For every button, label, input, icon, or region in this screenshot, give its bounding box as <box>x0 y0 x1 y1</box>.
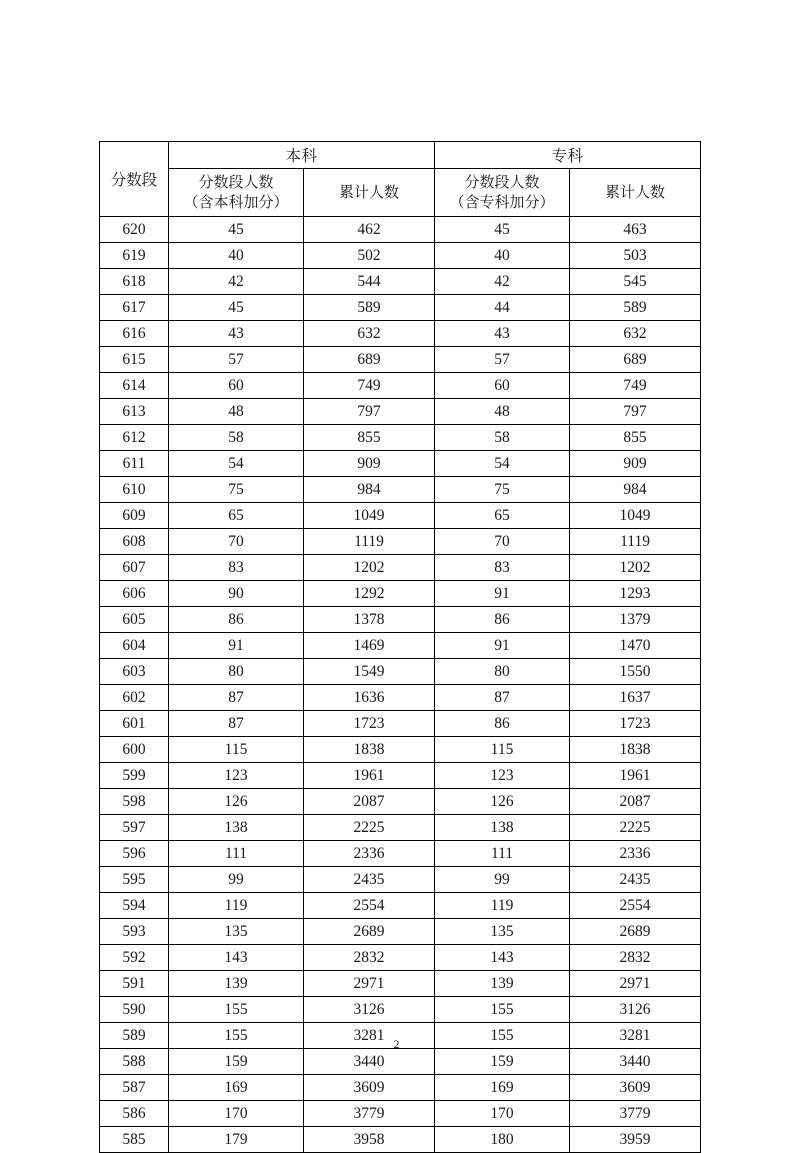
page-number: 2 <box>393 1037 400 1051</box>
cell-vocational-count: 70 <box>435 529 570 555</box>
cell-vocational-count: 45 <box>435 217 570 243</box>
cell-undergraduate-cumulative: 2336 <box>304 841 435 867</box>
cell-undergraduate-count: 139 <box>169 971 304 997</box>
cell-undergraduate-cumulative: 1378 <box>304 607 435 633</box>
cell-vocational-count: 54 <box>435 451 570 477</box>
cell-score-range: 614 <box>100 373 169 399</box>
cell-undergraduate-count: 126 <box>169 789 304 815</box>
cell-vocational-count: 135 <box>435 919 570 945</box>
table-row <box>100 581 701 607</box>
cell-undergraduate-count: 86 <box>169 607 304 633</box>
table-row <box>100 1101 701 1127</box>
table-row <box>100 1075 701 1101</box>
cell-vocational-cumulative: 984 <box>570 477 701 503</box>
cell-vocational-cumulative: 3779 <box>570 1101 701 1127</box>
cell-undergraduate-count: 179 <box>169 1127 304 1153</box>
column-header-undergraduate-cumulative <box>304 169 435 217</box>
cell-undergraduate-count: 138 <box>169 815 304 841</box>
cell-score-range: 601 <box>100 711 169 737</box>
cell-score-range: 593 <box>100 919 169 945</box>
cell-undergraduate-count: 143 <box>169 945 304 971</box>
cell-vocational-count: 119 <box>435 893 570 919</box>
cell-vocational-count: 159 <box>435 1049 570 1075</box>
cell-vocational-cumulative: 1550 <box>570 659 701 685</box>
cell-undergraduate-count: 99 <box>169 867 304 893</box>
cell-score-range: 608 <box>100 529 169 555</box>
cell-vocational-count: 86 <box>435 711 570 737</box>
cell-undergraduate-cumulative: 1961 <box>304 763 435 789</box>
cell-undergraduate-cumulative: 1049 <box>304 503 435 529</box>
cell-vocational-count: 86 <box>435 607 570 633</box>
cell-undergraduate-count: 115 <box>169 737 304 763</box>
table-row <box>100 633 701 659</box>
cell-score-range: 611 <box>100 451 169 477</box>
cell-score-range: 606 <box>100 581 169 607</box>
cell-vocational-cumulative: 2336 <box>570 841 701 867</box>
cell-score-range: 620 <box>100 217 169 243</box>
cell-vocational-count: 115 <box>435 737 570 763</box>
cell-undergraduate-count: 90 <box>169 581 304 607</box>
column-group-header-undergraduate: 本科 <box>169 142 435 169</box>
cell-undergraduate-count: 40 <box>169 243 304 269</box>
table-row <box>100 607 701 633</box>
cell-score-range: 609 <box>100 503 169 529</box>
cell-vocational-cumulative: 1202 <box>570 555 701 581</box>
cell-score-range: 600 <box>100 737 169 763</box>
cell-undergraduate-cumulative: 1202 <box>304 555 435 581</box>
table-row <box>100 555 701 581</box>
cell-undergraduate-count: 111 <box>169 841 304 867</box>
cell-vocational-cumulative: 463 <box>570 217 701 243</box>
cell-undergraduate-count: 45 <box>169 217 304 243</box>
cell-vocational-count: 60 <box>435 373 570 399</box>
cell-undergraduate-count: 91 <box>169 633 304 659</box>
cell-undergraduate-cumulative: 1549 <box>304 659 435 685</box>
cell-vocational-cumulative: 797 <box>570 399 701 425</box>
cell-undergraduate-count: 57 <box>169 347 304 373</box>
cell-undergraduate-cumulative: 984 <box>304 477 435 503</box>
cell-vocational-count: 99 <box>435 867 570 893</box>
cell-vocational-count: 87 <box>435 685 570 711</box>
cell-score-range: 594 <box>100 893 169 919</box>
cell-undergraduate-cumulative: 1636 <box>304 685 435 711</box>
cell-score-range: 603 <box>100 659 169 685</box>
cell-undergraduate-count: 48 <box>169 399 304 425</box>
cell-undergraduate-cumulative: 2689 <box>304 919 435 945</box>
table-row <box>100 997 701 1023</box>
cell-vocational-cumulative: 503 <box>570 243 701 269</box>
cell-score-range: 591 <box>100 971 169 997</box>
column-header-vocational-count <box>435 169 570 217</box>
cell-undergraduate-cumulative: 589 <box>304 295 435 321</box>
table-row <box>100 867 701 893</box>
table-row <box>100 399 701 425</box>
column-header-undergraduate-count-line1: 分数段人数 <box>198 174 274 191</box>
cell-score-range: 595 <box>100 867 169 893</box>
cell-score-range: 616 <box>100 321 169 347</box>
cell-undergraduate-cumulative: 502 <box>304 243 435 269</box>
cell-undergraduate-cumulative: 1292 <box>304 581 435 607</box>
cell-vocational-cumulative: 545 <box>570 269 701 295</box>
cell-vocational-count: 143 <box>435 945 570 971</box>
cell-undergraduate-count: 45 <box>169 295 304 321</box>
cell-vocational-count: 180 <box>435 1127 570 1153</box>
cell-undergraduate-cumulative: 749 <box>304 373 435 399</box>
cell-vocational-count: 155 <box>435 1023 570 1049</box>
cell-vocational-count: 126 <box>435 789 570 815</box>
cell-vocational-count: 111 <box>435 841 570 867</box>
table-row <box>100 217 701 243</box>
cell-undergraduate-cumulative: 797 <box>304 399 435 425</box>
cell-vocational-cumulative: 1637 <box>570 685 701 711</box>
table-row <box>100 945 701 971</box>
cell-vocational-count: 42 <box>435 269 570 295</box>
cell-undergraduate-count: 58 <box>169 425 304 451</box>
cell-vocational-cumulative: 3126 <box>570 997 701 1023</box>
cell-undergraduate-cumulative: 2971 <box>304 971 435 997</box>
cell-undergraduate-count: 65 <box>169 503 304 529</box>
cell-score-range: 596 <box>100 841 169 867</box>
cell-undergraduate-count: 80 <box>169 659 304 685</box>
cell-undergraduate-count: 159 <box>169 1049 304 1075</box>
cell-undergraduate-count: 119 <box>169 893 304 919</box>
cell-vocational-cumulative: 1379 <box>570 607 701 633</box>
cell-vocational-count: 170 <box>435 1101 570 1127</box>
table-header <box>100 142 701 217</box>
cell-score-range: 599 <box>100 763 169 789</box>
cell-score-range: 592 <box>100 945 169 971</box>
cell-vocational-cumulative: 2554 <box>570 893 701 919</box>
cell-vocational-cumulative: 3959 <box>570 1127 701 1153</box>
cell-undergraduate-count: 83 <box>169 555 304 581</box>
cell-undergraduate-cumulative: 1723 <box>304 711 435 737</box>
cell-undergraduate-cumulative: 3440 <box>304 1049 435 1075</box>
cell-score-range: 605 <box>100 607 169 633</box>
cell-score-range: 610 <box>100 477 169 503</box>
cell-vocational-cumulative: 2435 <box>570 867 701 893</box>
cell-score-range: 617 <box>100 295 169 321</box>
table-body <box>100 217 701 1153</box>
cell-undergraduate-cumulative: 689 <box>304 347 435 373</box>
cell-vocational-cumulative: 2689 <box>570 919 701 945</box>
cell-undergraduate-count: 135 <box>169 919 304 945</box>
cell-vocational-count: 57 <box>435 347 570 373</box>
cell-vocational-count: 91 <box>435 581 570 607</box>
cell-undergraduate-count: 87 <box>169 685 304 711</box>
table-row <box>100 529 701 555</box>
column-header-score-range: 分数段 <box>100 142 169 217</box>
column-header-vocational-count-line2: （含专科加分） <box>449 194 555 211</box>
cell-score-range: 615 <box>100 347 169 373</box>
cell-vocational-count: 123 <box>435 763 570 789</box>
cell-undergraduate-cumulative: 2087 <box>304 789 435 815</box>
cell-score-range: 602 <box>100 685 169 711</box>
cell-score-range: 613 <box>100 399 169 425</box>
cell-score-range: 588 <box>100 1049 169 1075</box>
score-distribution-table-container <box>99 141 700 1153</box>
cell-vocational-cumulative: 2225 <box>570 815 701 841</box>
cell-score-range: 586 <box>100 1101 169 1127</box>
cell-score-range: 598 <box>100 789 169 815</box>
cell-score-range: 604 <box>100 633 169 659</box>
cell-vocational-cumulative: 589 <box>570 295 701 321</box>
cell-undergraduate-cumulative: 1469 <box>304 633 435 659</box>
cell-vocational-cumulative: 3440 <box>570 1049 701 1075</box>
cell-vocational-count: 138 <box>435 815 570 841</box>
table-row <box>100 737 701 763</box>
table-row <box>100 971 701 997</box>
column-header-undergraduate-count <box>169 169 304 217</box>
cell-vocational-count: 40 <box>435 243 570 269</box>
cell-undergraduate-count: 75 <box>169 477 304 503</box>
column-header-undergraduate-count-line2: （含本科加分） <box>183 194 289 211</box>
cell-vocational-count: 75 <box>435 477 570 503</box>
cell-undergraduate-cumulative: 462 <box>304 217 435 243</box>
cell-vocational-cumulative: 632 <box>570 321 701 347</box>
cell-vocational-cumulative: 1049 <box>570 503 701 529</box>
table-row <box>100 919 701 945</box>
cell-undergraduate-count: 42 <box>169 269 304 295</box>
cell-score-range: 619 <box>100 243 169 269</box>
cell-vocational-cumulative: 1838 <box>570 737 701 763</box>
cell-vocational-cumulative: 3281 <box>570 1023 701 1049</box>
cell-vocational-count: 58 <box>435 425 570 451</box>
cell-vocational-cumulative: 1293 <box>570 581 701 607</box>
cell-score-range: 607 <box>100 555 169 581</box>
column-header-vocational-count-line1: 分数段人数 <box>464 174 540 191</box>
table-row <box>100 659 701 685</box>
cell-vocational-count: 83 <box>435 555 570 581</box>
column-header-vocational-cumulative <box>570 169 701 217</box>
table-row <box>100 1049 701 1075</box>
cell-undergraduate-cumulative: 3281 <box>304 1023 435 1049</box>
cell-undergraduate-cumulative: 1838 <box>304 737 435 763</box>
cell-score-range: 587 <box>100 1075 169 1101</box>
table-row <box>100 347 701 373</box>
cell-vocational-count: 155 <box>435 997 570 1023</box>
cell-undergraduate-cumulative: 2832 <box>304 945 435 971</box>
table-row <box>100 243 701 269</box>
column-header-vocational-cumulative-line1: 累计人数 <box>605 184 666 201</box>
table-row <box>100 451 701 477</box>
cell-undergraduate-count: 155 <box>169 997 304 1023</box>
cell-undergraduate-count: 60 <box>169 373 304 399</box>
table-row <box>100 1127 701 1153</box>
cell-vocational-count: 80 <box>435 659 570 685</box>
cell-vocational-count: 65 <box>435 503 570 529</box>
cell-score-range: 590 <box>100 997 169 1023</box>
table-row <box>100 893 701 919</box>
cell-undergraduate-cumulative: 632 <box>304 321 435 347</box>
cell-undergraduate-count: 70 <box>169 529 304 555</box>
table-row <box>100 841 701 867</box>
table-row <box>100 685 701 711</box>
cell-score-range: 585 <box>100 1127 169 1153</box>
cell-undergraduate-cumulative: 1119 <box>304 529 435 555</box>
table-row <box>100 711 701 737</box>
column-group-header-vocational: 专科 <box>435 142 701 169</box>
cell-undergraduate-count: 155 <box>169 1023 304 1049</box>
cell-undergraduate-count: 43 <box>169 321 304 347</box>
table-row <box>100 815 701 841</box>
cell-vocational-cumulative: 1470 <box>570 633 701 659</box>
cell-vocational-cumulative: 3609 <box>570 1075 701 1101</box>
cell-vocational-count: 169 <box>435 1075 570 1101</box>
table-row <box>100 425 701 451</box>
cell-undergraduate-cumulative: 2225 <box>304 815 435 841</box>
cell-vocational-count: 44 <box>435 295 570 321</box>
cell-vocational-cumulative: 689 <box>570 347 701 373</box>
cell-undergraduate-count: 54 <box>169 451 304 477</box>
score-distribution-table <box>99 141 701 1153</box>
cell-score-range: 612 <box>100 425 169 451</box>
cell-vocational-cumulative: 1961 <box>570 763 701 789</box>
table-row <box>100 269 701 295</box>
table-row <box>100 373 701 399</box>
table-header-sub-row <box>100 169 701 217</box>
cell-undergraduate-cumulative: 2554 <box>304 893 435 919</box>
cell-undergraduate-count: 170 <box>169 1101 304 1127</box>
cell-undergraduate-count: 87 <box>169 711 304 737</box>
table-row <box>100 763 701 789</box>
cell-undergraduate-cumulative: 3609 <box>304 1075 435 1101</box>
cell-undergraduate-cumulative: 855 <box>304 425 435 451</box>
table-row <box>100 321 701 347</box>
column-header-undergraduate-cumulative-line1: 累计人数 <box>339 184 400 201</box>
cell-vocational-count: 139 <box>435 971 570 997</box>
cell-undergraduate-count: 169 <box>169 1075 304 1101</box>
cell-vocational-count: 91 <box>435 633 570 659</box>
cell-vocational-count: 43 <box>435 321 570 347</box>
table-row <box>100 789 701 815</box>
table-row <box>100 477 701 503</box>
cell-undergraduate-cumulative: 2435 <box>304 867 435 893</box>
cell-vocational-cumulative: 1119 <box>570 529 701 555</box>
cell-vocational-cumulative: 749 <box>570 373 701 399</box>
table-row <box>100 295 701 321</box>
cell-undergraduate-cumulative: 3958 <box>304 1127 435 1153</box>
cell-undergraduate-cumulative: 3126 <box>304 997 435 1023</box>
table-row <box>100 503 701 529</box>
cell-score-range: 589 <box>100 1023 169 1049</box>
cell-vocational-cumulative: 2971 <box>570 971 701 997</box>
cell-score-range: 597 <box>100 815 169 841</box>
cell-vocational-cumulative: 1723 <box>570 711 701 737</box>
cell-vocational-cumulative: 909 <box>570 451 701 477</box>
cell-undergraduate-count: 123 <box>169 763 304 789</box>
cell-score-range: 618 <box>100 269 169 295</box>
cell-vocational-cumulative: 2832 <box>570 945 701 971</box>
cell-vocational-cumulative: 2087 <box>570 789 701 815</box>
cell-vocational-cumulative: 855 <box>570 425 701 451</box>
cell-undergraduate-cumulative: 3779 <box>304 1101 435 1127</box>
cell-undergraduate-cumulative: 544 <box>304 269 435 295</box>
table-header-group-row <box>100 142 701 169</box>
cell-vocational-count: 48 <box>435 399 570 425</box>
cell-undergraduate-cumulative: 909 <box>304 451 435 477</box>
